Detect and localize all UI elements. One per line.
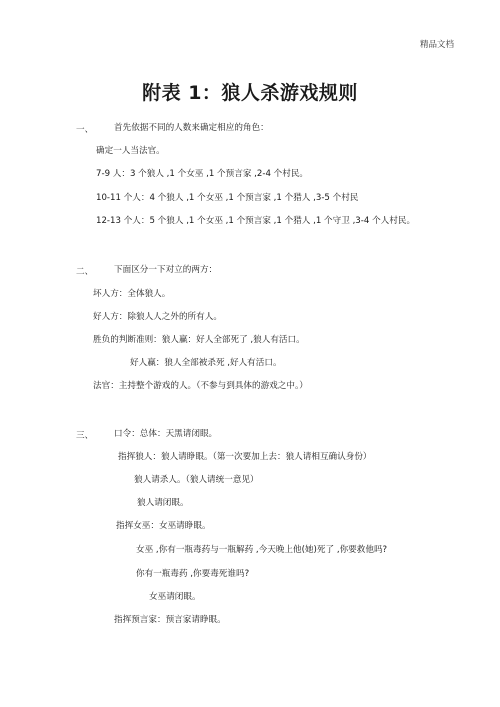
rule-line: 你有一瓶毒药 ,你要毒死谁吗? <box>136 569 250 579</box>
rule-line: 女巫请闭眼。 <box>149 592 201 602</box>
rule-line: 好人方：除狼人人之外的所有人。 <box>93 312 222 322</box>
section-3-intro: 口令：总体：天黑请闭眼。 <box>114 429 218 439</box>
rule-line: 胜负的判断准则：狼人赢：好人全部死了 ,狼人有活口。 <box>93 335 305 345</box>
rule-line: 坏人方：全体狼人。 <box>93 289 171 299</box>
rule-line: 指挥女巫：女巫请睁眼。 <box>116 521 211 531</box>
rule-line: 指挥预言家：预言家请睁眼。 <box>114 615 226 625</box>
rule-line: 确定一人当法官。 <box>96 146 165 156</box>
section-2-intro: 下面区分一下对立的两方： <box>114 265 218 275</box>
section-3-number: 三、 <box>76 431 94 441</box>
section-2-number: 二、 <box>76 267 94 277</box>
rule-line: 女巫 ,你有一瓶毒药与一瓶解药 ,今天晚上他(她)死了 ,你要救他吗? <box>136 545 388 555</box>
section-1-number: 一、 <box>76 125 94 135</box>
rule-line: 狼人请闭眼。 <box>137 498 189 508</box>
page-header: 精品文档 <box>419 40 454 50</box>
page-title: 附表 1：狼人杀游戏规则 <box>142 82 358 104</box>
rule-line: 好人赢：狼人全部被杀死 ,好人有活口。 <box>130 358 282 368</box>
rule-line: 狼人请杀人。（狼人请统一意见） <box>134 475 259 485</box>
rule-line: 10-11 个人：4 个狼人 ,1 个女巫 ,1 个预言家 ,1 个猎人 ,3-5 个村民 <box>96 193 359 203</box>
rule-line: 12-13 个人：5 个狼人 ,1 个女巫 ,1 个预言家 ,1 个猎人 ,1 个守卫 ,3-4 个人村民。 <box>96 216 416 226</box>
rule-line: 指挥狼人：狼人请睁眼。（第一次要加上去：狼人请相互确认身份） <box>118 452 372 462</box>
section-1-intro: 首先依据不同的人数来确定相应的角色： <box>114 123 269 133</box>
rule-line: 法官：主持整个游戏的人。（不参与到具体的游戏之中。） <box>93 381 308 391</box>
rule-line: 7-9 人：3 个狼人 ,1 个女巫 ,1 个预言家 ,2-4 个村民。 <box>96 169 309 179</box>
